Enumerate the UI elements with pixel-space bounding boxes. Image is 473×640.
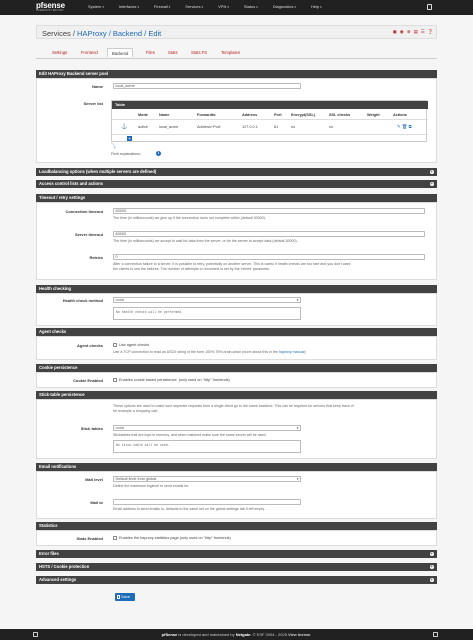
mail-to-label: Mail to [90,500,103,505]
breadcrumb-bar [36,25,437,39]
connection-timeout-label: Connection timeout [65,209,103,214]
top-navbar [0,0,473,15]
tab-stats-fs[interactable]: Stats FS [191,50,208,55]
tab-frontend[interactable]: Frontend [81,50,98,55]
stick-intro-1: These options are used to make sure seperate requests from a single client go to the same backend. This can be required for servers that keep track of [113,404,354,408]
agent-checks-help: Use a TCP connection to read an ASCII string of the form 100%,75%,drain,down (more about this in the haproxy manual) [113,350,306,354]
service-restart-icon[interactable]: ◉ [399,29,404,34]
td-ssl-checks: no [329,125,334,129]
footer-left-icon[interactable] [33,632,38,637]
tab-files[interactable]: Files [146,50,155,55]
stick-tables-help: Sticktables that are kept in memory, and when matched make sure the same server will be used. [113,433,267,437]
footer-mid-text: is developed and maintained by [177,632,236,637]
list-icon[interactable]: ☰ [420,29,425,34]
save-button-label: Save [121,594,131,599]
footer-license-link[interactable]: View license. [288,632,312,637]
name-label: Name [92,84,103,89]
stick-intro-2: for example a shopping cart. [113,409,159,413]
stats-enabled-checkbox[interactable] [113,536,117,540]
server-table-title: Table [112,101,428,109]
server-timeout-help: The time (in milliseconds) we accept to wait for data from the server, or for the server to accept data (default 30000). [113,239,298,243]
expand-icon[interactable]: + [430,180,433,186]
th-name: Name [159,113,170,117]
td-port: 81 [274,125,279,129]
section-header-hsts[interactable]: HSTS / Cookie protection + [36,563,437,571]
th-address: Address [242,113,258,117]
tab-backend[interactable]: Backend [107,48,133,57]
retries-help-1: After a connection failure to a server, it is possible to retry, potentially on another server. This is useful if health checks are too rare and you don't want [113,262,351,266]
footer [0,629,473,640]
agent-checks-label: Agent checks [76,343,103,348]
th-encrypt: Encrypt(SSL) [291,113,316,117]
nav-services[interactable]: Services▾ [185,4,204,9]
nav-vpn[interactable]: VPN▾ [218,4,229,9]
td-name: local_acme [159,125,179,129]
nav-system[interactable]: System▾ [88,4,104,9]
server-list-table [111,100,427,142]
breadcrumb-haproxy-link[interactable]: HAProxy [77,29,107,38]
retries-input[interactable]: 0 [113,254,425,260]
haproxy-manual-link[interactable]: haproxy manual [278,350,305,354]
logo-pf-text: pf [36,1,44,10]
td-mode: active [138,125,148,129]
tab-bar [36,48,437,59]
cookie-enabled-checkbox-label: Enables cookie based persistence. (only used on "http" frontends) [119,377,230,382]
section-header-statistics: Statistics [36,522,437,530]
mail-level-select[interactable]: Default level from global ▾ [113,476,301,482]
breadcrumb-backend-edit[interactable]: / Backend / Edit [108,29,162,38]
edit-icon[interactable]: ✎ [397,124,401,129]
connection-timeout-input[interactable]: 60000 [113,208,425,214]
field-explanations-label: Field explanations: [111,152,141,156]
health-check-select[interactable]: none ▾ [113,297,301,303]
section-header-acl[interactable]: Access control lists and actions + [36,180,437,188]
mail-to-input[interactable] [113,499,301,505]
delete-icon[interactable]: 🗑 [401,124,408,129]
down-arrow-icon: ⤵ [111,144,117,150]
section-header-edit: Edit HAProxy Backend server pool [36,70,437,78]
mail-level-help: Define the maximum loglevel to send emails for. [113,484,190,488]
breadcrumb [42,29,161,38]
name-input[interactable]: local_acme [113,83,301,89]
td-forwardto: Address+Port: [197,125,222,129]
section-header-loadbalancing[interactable]: Loadbalancing options (when multiple servers are defined) + [36,168,437,176]
footer-copyright: © ESF 2004 - 2025 [251,632,289,637]
stats-enabled-checkbox-label: Enables the haproxy statistics page (only used on "http" frontends) [119,535,231,540]
expand-icon[interactable]: + [430,563,433,569]
section-header-email: Email notifications [36,463,437,471]
status-icon[interactable]: ▣ [392,29,397,34]
td-address: 127.0.0.1 [242,125,258,129]
section-header-agent: Agent checks [36,328,437,336]
expand-icon[interactable]: + [430,168,433,174]
nav-firewall[interactable]: Firewall▾ [153,4,171,9]
expand-icon[interactable]: + [430,576,433,582]
save-disk-icon [117,595,120,599]
logout-icon[interactable] [427,4,432,10]
th-port: Port [274,113,282,117]
th-mode: Mode [138,113,148,117]
retries-help-2: the clients to see the failures. The number of attempts to reconnect is set by the 'retries' parameter. [113,267,271,271]
breadcrumb-services: Services / [42,29,75,38]
stop-icon[interactable]: ⊗ [406,29,411,34]
td-encrypt: no [291,125,296,129]
help-icon[interactable]: ❓ [427,29,434,34]
logo-sense-text: sense [43,1,65,10]
nav-status[interactable]: Status▾ [243,4,258,9]
stick-tables-select[interactable]: none ▾ [113,425,301,431]
footer-brand: pfSense [161,632,178,637]
nav-interfaces[interactable]: Interfaces▾ [118,4,139,9]
tab-settings[interactable]: Settings [52,50,68,55]
nav-diagnostics[interactable]: Diagnostics▾ [272,4,296,9]
footer-netgate-link[interactable]: Netgate. [235,632,252,637]
footer-right-icon[interactable] [433,632,438,637]
agent-checks-checkbox-label: Use agent checks [119,342,150,347]
add-server-button[interactable]: + [128,136,131,141]
cookie-enabled-checkbox[interactable] [113,378,117,382]
stick-tables-textarea[interactable]: No stick-table will be used. [113,440,301,453]
cookie-enabled-label: Cookie Enabled [72,378,103,383]
stats-enabled-label: Stats Enabled [76,536,103,541]
copy-icon[interactable]: ⧉ [408,124,412,129]
stick-tables-label: Stick tables [80,426,103,431]
logo-subtitle: COMMUNITY EDITION [36,10,64,12]
health-check-textarea[interactable]: No health checks will be performed. [113,307,301,320]
section-header-health: Health checking [36,285,437,293]
connection-timeout-help: The time (in milliseconds) we give up if the connection does not complete within (default 30000). [113,216,266,220]
health-check-label: Health check method [62,298,103,303]
tab-templates[interactable]: Templates [221,50,241,55]
th-actions: Actions [393,113,407,117]
save-button[interactable] [115,593,135,601]
agent-checks-checkbox[interactable] [113,343,117,347]
mail-to-help: Email address to send emails to, defaults to the value set on the global settings tab if left empty. [113,507,265,511]
th-ssl-checks: SSL checks [329,113,351,117]
retries-label: Retries [89,255,103,260]
expand-icon[interactable]: + [430,550,433,556]
section-header-error-files[interactable]: Error files + [36,550,437,558]
graph-icon[interactable]: ▤ [413,29,418,34]
section-header-timeout: Timeout / retry settings [36,194,437,202]
server-timeout-input[interactable]: 60000 [113,231,425,237]
tab-stats[interactable]: Stats [168,50,178,55]
th-weight: Weight [367,113,380,117]
section-header-advanced[interactable]: Advanced settings + [36,576,437,584]
pfsense-logo[interactable] [36,2,64,13]
move-icon[interactable]: ⚓ [121,124,128,130]
section-header-stick: Stick-table persistence [36,391,437,399]
mail-level-label: Mail level [85,477,103,482]
info-icon[interactable]: i [158,151,159,155]
th-forwardto: Forwardto [197,113,216,117]
server-list-label: Server list [83,101,103,106]
section-header-cookie: Cookie persistence [36,364,437,372]
server-timeout-label: Server timeout [74,232,103,237]
nav-help[interactable]: Help▾ [310,4,322,9]
